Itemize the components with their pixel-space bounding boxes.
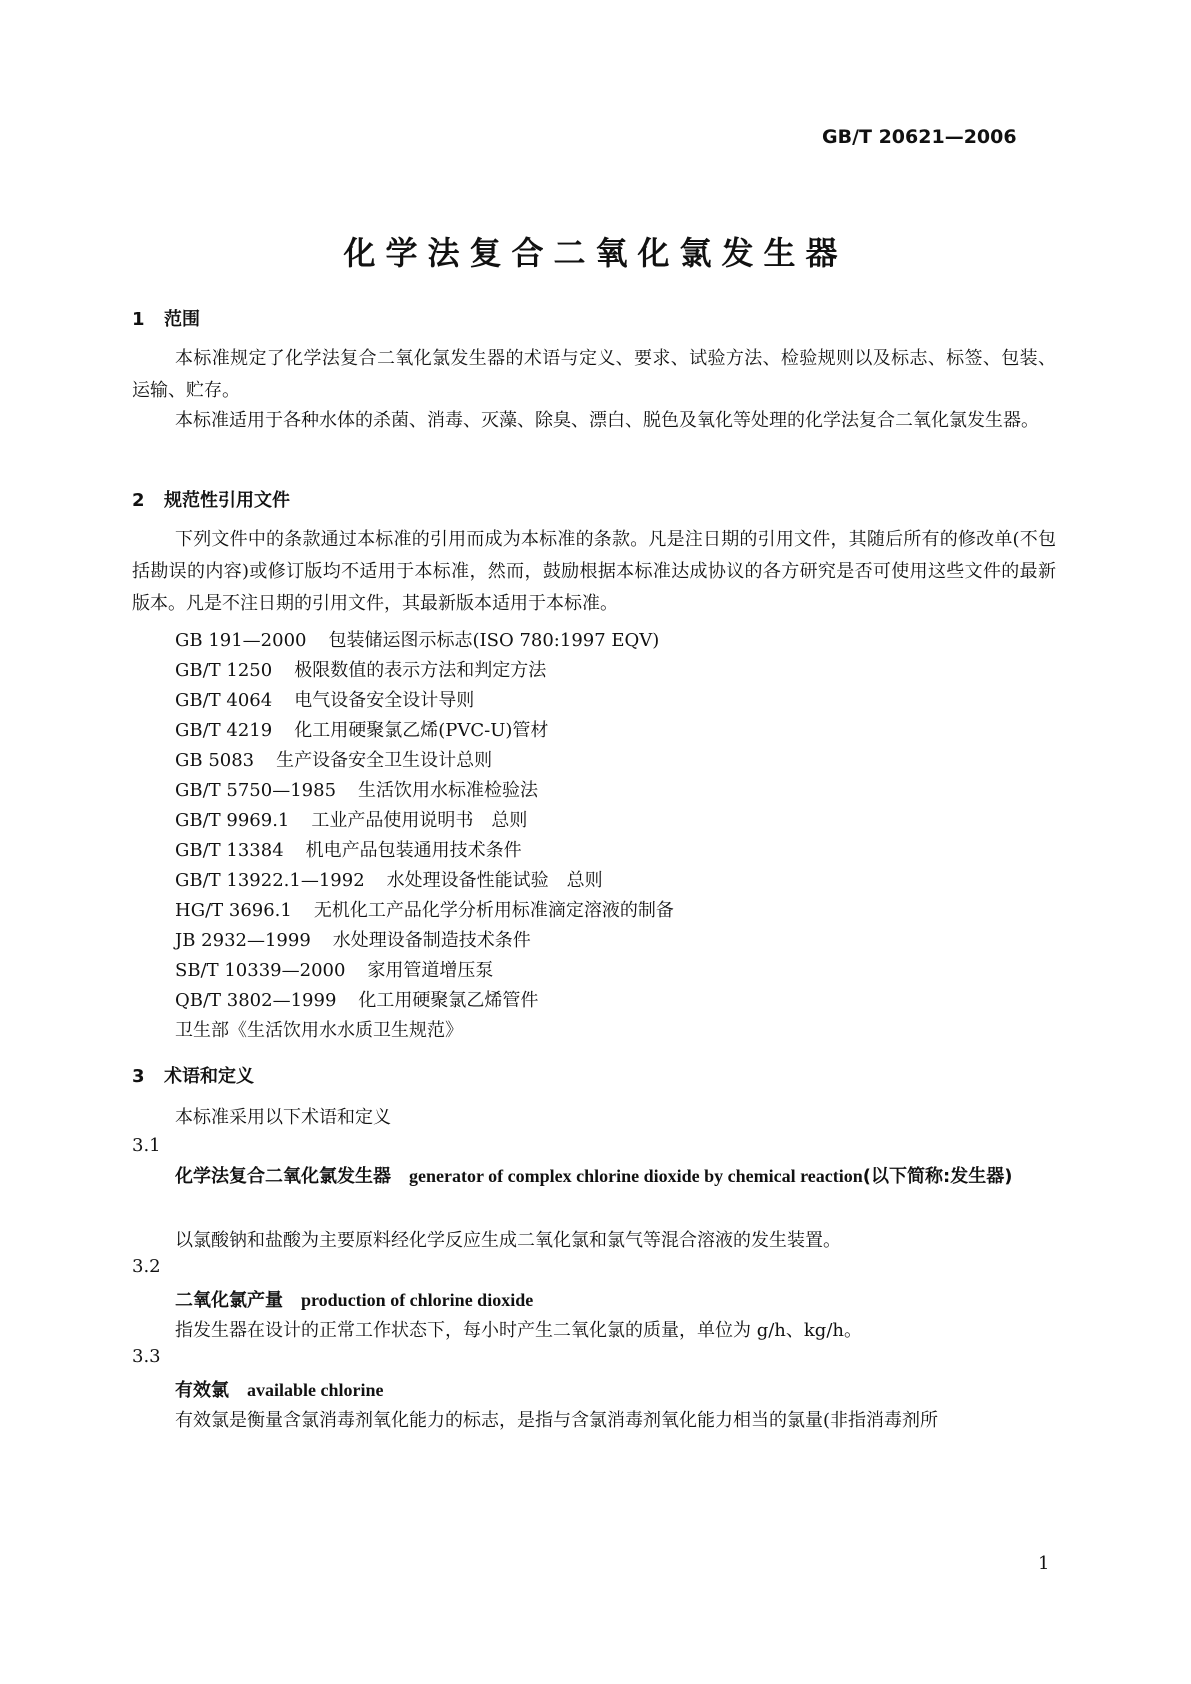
terms-intro: 本标准采用以下术语和定义	[175, 1107, 391, 1128]
term-en: production of chlorine dioxide	[301, 1290, 534, 1310]
reference-code: JB 2932—1999	[175, 930, 311, 951]
term-note: (以下简称:发生器)	[862, 1166, 1013, 1187]
section-heading-terms-definitions	[132, 1062, 254, 1088]
section-number: 3	[132, 1066, 145, 1087]
reference-code: GB/T 4064	[175, 690, 273, 711]
reference-code: HG/T 3696.1	[175, 900, 292, 921]
reference-item	[175, 656, 546, 682]
reference-item	[175, 926, 531, 952]
reference-title: 水处理设备性能试验 总则	[386, 870, 603, 891]
term-en: generator of complex chlorine dioxide by chemical reaction	[409, 1166, 863, 1186]
reference-title: 化工用硬聚氯乙烯管件	[358, 990, 539, 1011]
reference-title: 机电产品包装通用技术条件	[305, 840, 522, 861]
scope-paragraph: 本标准规定了化学法复合二氧化氯发生器的术语与定义、要求、试验方法、检验规则以及标志、标签、包装、运输、贮存。	[132, 348, 1056, 401]
reference-code: GB/T 1250	[175, 660, 273, 681]
subclause-number: 3.2	[132, 1256, 161, 1277]
term-heading	[132, 1160, 1056, 1193]
reference-title: 工业产品使用说明书 总则	[311, 810, 528, 831]
reference-item	[175, 776, 538, 802]
reference-item	[175, 686, 474, 712]
reference-code: GB/T 13922.1—1992	[175, 870, 365, 891]
reference-code: GB/T 4219	[175, 720, 273, 741]
term-heading	[175, 1286, 533, 1312]
reference-title: 生产设备安全卫生设计总则	[276, 750, 493, 771]
reference-title: 家用管道增压泵	[367, 960, 494, 981]
section-title: 术语和定义	[164, 1066, 254, 1087]
section-title: 范围	[164, 309, 200, 330]
section-number: 1	[132, 309, 145, 330]
reference-code: GB/T 13384	[175, 840, 284, 861]
reference-item	[175, 836, 522, 862]
reference-item	[175, 986, 538, 1012]
reference-item	[175, 866, 603, 892]
reference-title: 无机化工产品化学分析用标准滴定溶液的制备	[313, 900, 674, 921]
reference-item	[175, 1016, 463, 1042]
document-title: 化学法复合二氧化氯发生器	[343, 234, 848, 272]
reference-item	[175, 746, 492, 772]
term-definition: 有效氯是衡量含氯消毒剂氧化能力的标志，是指与含氯消毒剂氧化能力相当的氯量(非指消毒剂所	[175, 1410, 939, 1431]
reference-item	[175, 896, 674, 922]
scope-paragraph: 本标准适用于各种水体的杀菌、消毒、灭藻、除臭、漂白、脱色及氧化等处理的化学法复合二氧化氯发生器。	[175, 410, 1039, 431]
term-cn: 化学法复合二氧化氯发生器	[175, 1166, 391, 1187]
reference-title: 卫生部《生活饮用水水质卫生规范》	[175, 1020, 463, 1041]
reference-code: GB/T 5750—1985	[175, 780, 337, 801]
reference-item	[175, 626, 659, 652]
reference-title: 电气设备安全设计导则	[294, 690, 475, 711]
reference-code: SB/T 10339—2000	[175, 960, 346, 981]
section-title: 规范性引用文件	[164, 490, 290, 511]
reference-code: GB 5083	[175, 750, 255, 771]
subclause-number: 3.1	[132, 1135, 161, 1156]
reference-title: 水处理设备制造技术条件	[332, 930, 531, 951]
reference-code: QB/T 3802—1999	[175, 990, 337, 1011]
term-en: available chlorine	[247, 1380, 384, 1400]
section-heading-normative-references	[132, 486, 290, 512]
term-cn: 二氧化氯产量	[175, 1290, 283, 1311]
section-number: 2	[132, 490, 145, 511]
term-definition: 指发生器在设计的正常工作状态下，每小时产生二氧化氯的质量，单位为 g/h、kg/h。	[175, 1320, 862, 1341]
reference-title: 包装储运图示标志(ISO 780:1997 EQV)	[328, 630, 660, 651]
page-number: 1	[1038, 1553, 1050, 1574]
standard-number: GB/T 20621—2006	[822, 126, 1017, 148]
term-definition: 以氯酸钠和盐酸为主要原料经化学反应生成二氧化氯和氯气等混合溶液的发生装置。	[175, 1230, 841, 1251]
reference-item	[175, 806, 527, 832]
reference-title: 极限数值的表示方法和判定方法	[294, 660, 547, 681]
reference-title: 生活饮用水标准检验法	[358, 780, 539, 801]
subclause-number: 3.3	[132, 1346, 161, 1367]
references-intro-paragraph: 下列文件中的条款通过本标准的引用而成为本标准的条款。凡是注日期的引用文件，其随后所有的修改单(不包括勘误的内容)或修订版均不适用于本标准，然而，鼓励根据本标准达成协议的各方研究是否可使用这些文件的最新版本。凡是不注日期的引用文件，其最新版本适用于本标准。	[132, 529, 1056, 614]
reference-item	[175, 956, 493, 982]
reference-code: GB/T 9969.1	[175, 810, 290, 831]
reference-title: 化工用硬聚氯乙烯(PVC-U)管材	[294, 720, 549, 741]
section-heading-scope	[132, 305, 200, 331]
reference-item	[175, 716, 548, 742]
term-heading	[175, 1376, 384, 1402]
term-cn: 有效氯	[175, 1380, 229, 1401]
reference-code: GB 191—2000	[175, 630, 307, 651]
